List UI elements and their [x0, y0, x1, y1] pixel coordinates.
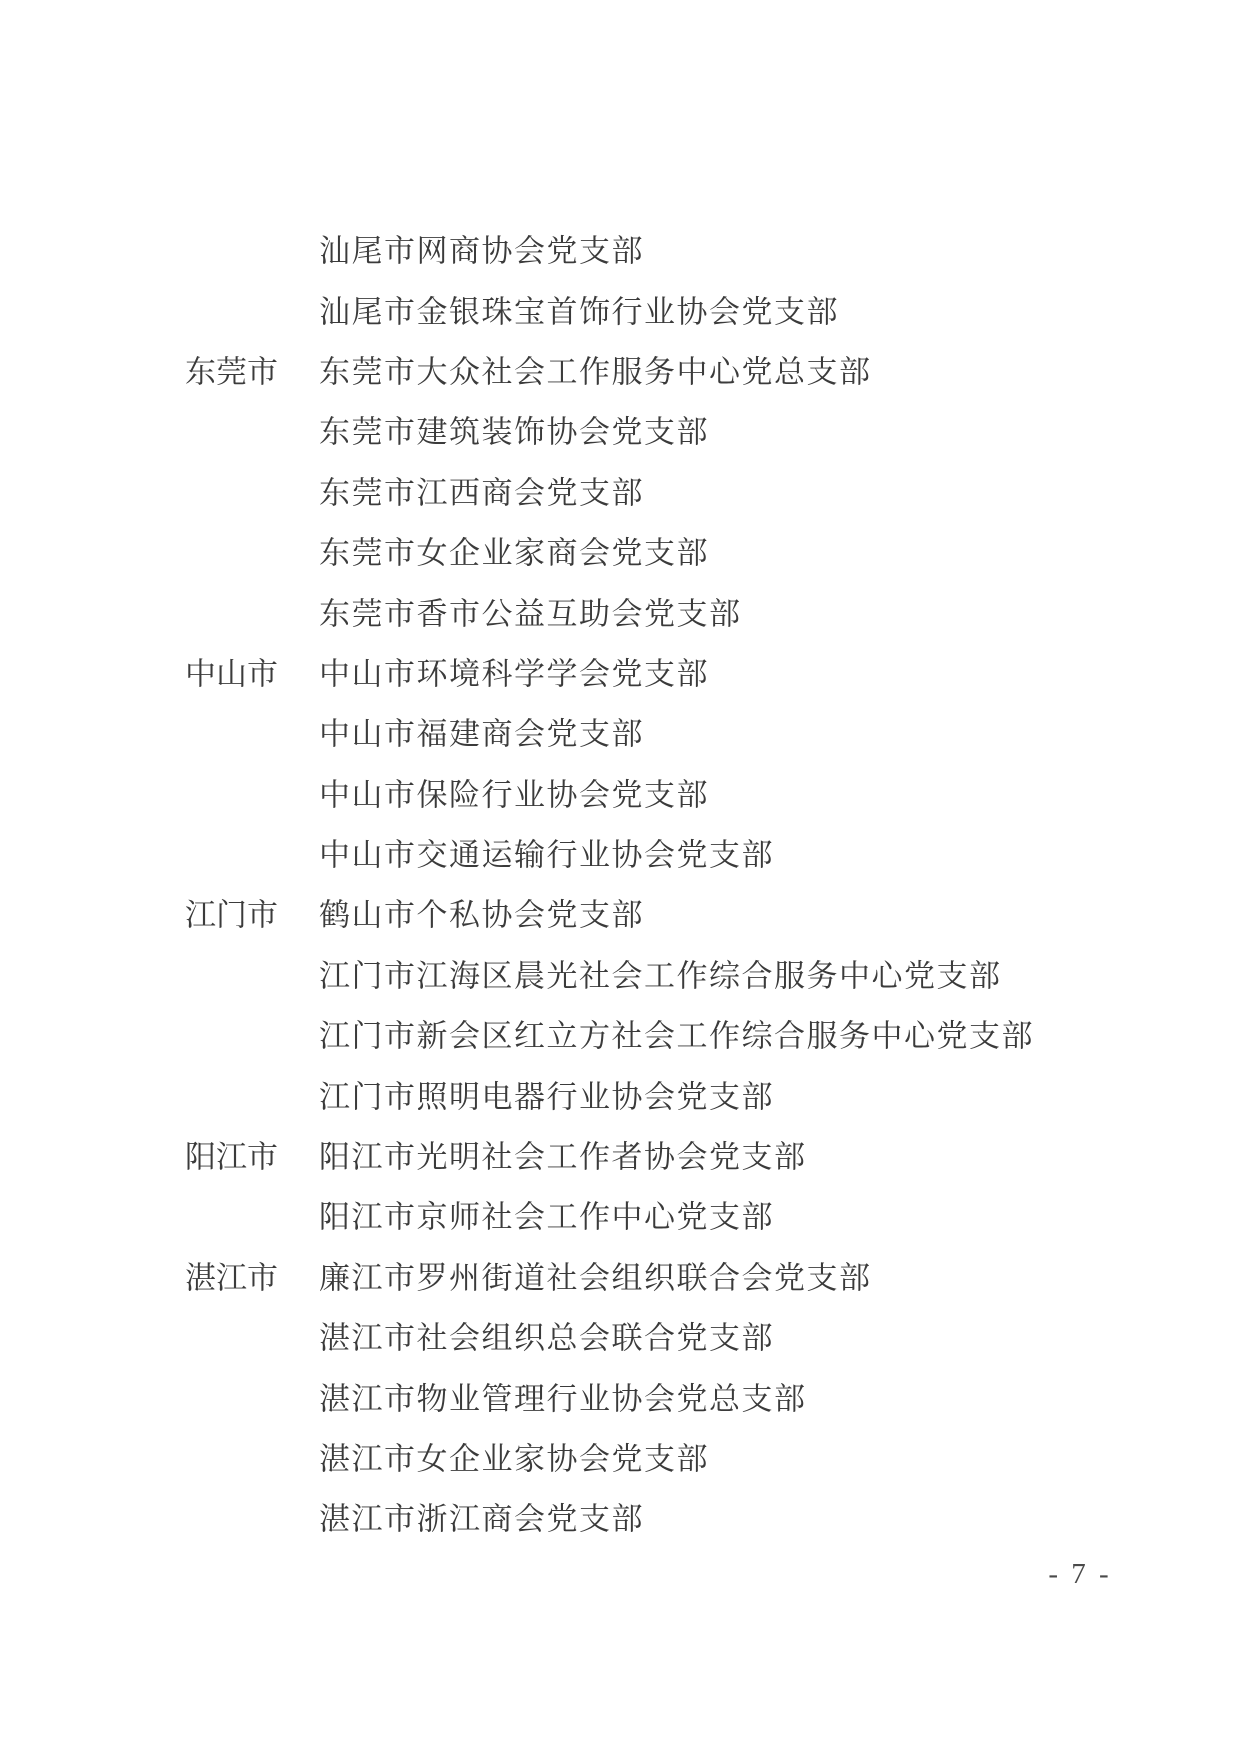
list-row: [0, 1184, 1240, 1244]
list-row: [0, 339, 1240, 399]
list-row: [0, 218, 1240, 278]
organization-cell: 阳江市京师社会工作中心党支部: [319, 1199, 774, 1235]
city-cell: 中山市: [185, 656, 278, 692]
list-row: [0, 399, 1240, 459]
list-row: [0, 1486, 1240, 1546]
organization-cell: 汕尾市金银珠宝首饰行业协会党支部: [319, 294, 839, 330]
list-row: [0, 1063, 1240, 1123]
organization-cell: 汕尾市网商协会党支部: [319, 233, 644, 269]
list-row: [0, 460, 1240, 520]
organization-cell: 东莞市大众社会工作服务中心党总支部: [319, 354, 872, 390]
party-branch-list: [0, 218, 1240, 1547]
organization-cell: 中山市环境科学学会党支部: [319, 656, 709, 692]
organization-cell: 湛江市女企业家协会党支部: [319, 1441, 709, 1477]
city-cell: 阳江市: [185, 1139, 278, 1175]
organization-cell: 江门市新会区红立方社会工作综合服务中心党支部: [319, 1018, 1034, 1054]
list-row: [0, 1003, 1240, 1063]
organization-cell: 中山市福建商会党支部: [319, 716, 644, 752]
list-row: [0, 943, 1240, 1003]
list-row: [0, 762, 1240, 822]
organization-cell: 湛江市物业管理行业协会党总支部: [319, 1381, 807, 1417]
list-row: [0, 1124, 1240, 1184]
city-cell: 江门市: [185, 897, 278, 933]
city-cell: 湛江市: [185, 1260, 278, 1296]
organization-cell: 东莞市江西商会党支部: [319, 475, 644, 511]
list-row: [0, 701, 1240, 761]
list-row: [0, 641, 1240, 701]
organization-cell: 东莞市建筑装饰协会党支部: [319, 414, 709, 450]
list-row: [0, 1305, 1240, 1365]
page-number: - 7 -: [1048, 1558, 1112, 1590]
list-row: [0, 1426, 1240, 1486]
organization-cell: 湛江市浙江商会党支部: [319, 1501, 644, 1537]
list-row: [0, 822, 1240, 882]
organization-cell: 阳江市光明社会工作者协会党支部: [319, 1139, 807, 1175]
list-row: [0, 882, 1240, 942]
city-cell: 东莞市: [185, 354, 278, 390]
organization-cell: 中山市保险行业协会党支部: [319, 777, 709, 813]
list-row: [0, 520, 1240, 580]
organization-cell: 湛江市社会组织总会联合党支部: [319, 1320, 774, 1356]
organization-cell: 东莞市女企业家商会党支部: [319, 535, 709, 571]
organization-cell: 中山市交通运输行业协会党支部: [319, 837, 774, 873]
organization-cell: 东莞市香市公益互助会党支部: [319, 596, 742, 632]
list-row: [0, 1245, 1240, 1305]
list-row: [0, 580, 1240, 640]
list-row: [0, 1365, 1240, 1425]
organization-cell: 廉江市罗州街道社会组织联合会党支部: [319, 1260, 872, 1296]
organization-cell: 江门市照明电器行业协会党支部: [319, 1079, 774, 1115]
list-row: [0, 278, 1240, 338]
organization-cell: 江门市江海区晨光社会工作综合服务中心党支部: [319, 958, 1002, 994]
organization-cell: 鹤山市个私协会党支部: [319, 897, 644, 933]
